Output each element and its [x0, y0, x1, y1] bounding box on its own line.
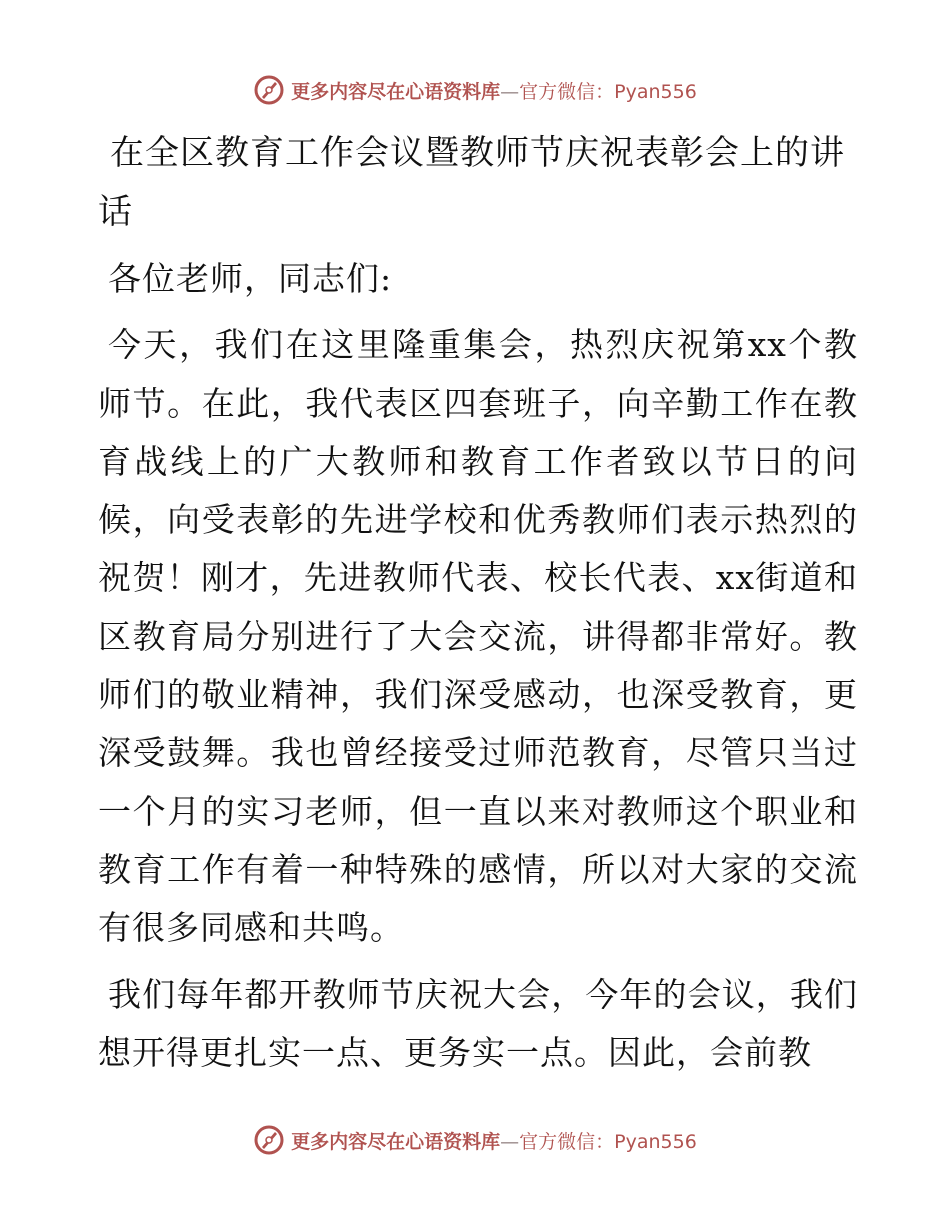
- salutation: 各位老师，同志们:: [108, 259, 393, 298]
- watermark-prefix: 更多内容尽在心语资料库: [291, 80, 501, 103]
- quill-logo-icon: [253, 1124, 285, 1156]
- title-line-2: 话: [98, 192, 133, 232]
- watermark-dash: —: [500, 1130, 520, 1153]
- paragraph-1: 今天，我们在这里隆重集会，热烈庆祝第xx个教师节。在此，我代表区四套班子，向辛勤工作在教育战线上的广大教师和教育工作者致以节日的问候，向受表彰的先进学校和优秀教师们表示热烈的祝贺！刚才，先进教师代表、校长代表、xx街道和区教育局分别进行了大会交流，讲得都非常好。教师们的敬业精神，我们深受感动，也深受教育，更深受鼓舞。我也曾经接受过师范教育，尽管只当过一个月的实习老师，但一直以来对教师这个职业和教育工作有着一种特殊的感情，所以对大家的交流有很多同感和共鸣。: [98, 325, 858, 948]
- watermark-suffix: 官方微信：Pyan556: [519, 1130, 697, 1153]
- document-body: [98, 124, 858, 1090]
- paragraph-2: 我们每年都开教师节庆祝大会，今年的会议，我们想开得更扎实一点、更务实一点。因此，会前教: [98, 974, 858, 1072]
- watermark-suffix: 官方微信：Pyan556: [519, 80, 697, 103]
- title-line-1: 在全区教育工作会议暨教师节庆祝表彰会上的讲: [110, 133, 845, 173]
- header-watermark: [0, 74, 950, 106]
- footer-watermark: [0, 1124, 950, 1156]
- quill-logo-icon: [253, 74, 285, 106]
- watermark-text: [291, 1127, 697, 1154]
- watermark-dash: —: [500, 80, 520, 103]
- watermark-text: [291, 77, 697, 104]
- document-title: [98, 124, 858, 242]
- watermark-prefix: 更多内容尽在心语资料库: [291, 1130, 501, 1153]
